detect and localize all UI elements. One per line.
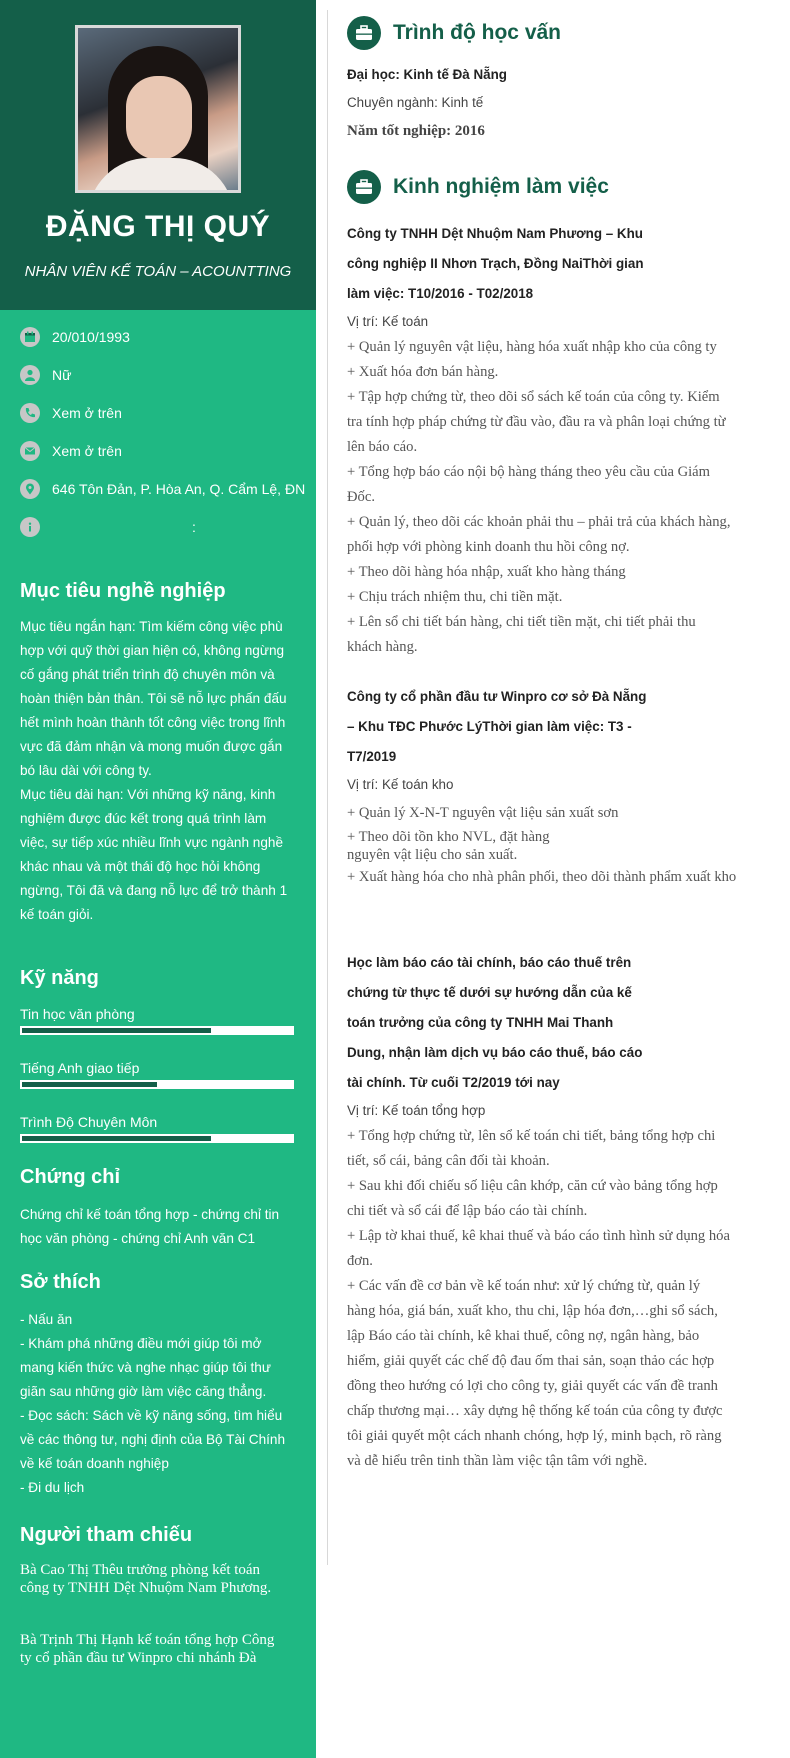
job-duty-line: hiểm, giải quyết các chế độ đau ốm thai sản, soạn thảo các hợp (347, 1353, 715, 1369)
objective-line: khác nhau và một thái độ học hỏi không (20, 859, 261, 874)
objective-line: nghiệm được đúc kết trong quá trình làm (20, 811, 267, 826)
job-position: Vị trí: Kế toán tổng hợp (347, 1103, 486, 1118)
objective-line: bó lâu dài với công ty. (20, 763, 152, 778)
job-duty-line: + Quản lý X-N-T nguyên vật liệu sản xuất sơn (347, 805, 619, 821)
hobbies-title: Sở thích (20, 1271, 101, 1293)
job-duty-line: + Xuất hàng hóa cho nhà phân phối, theo dõi thành phẩm xuất kho (347, 869, 737, 885)
certificates-title: Chứng chỉ (20, 1166, 121, 1188)
contact-email: Xem ở trên (52, 443, 122, 459)
calendar-icon (20, 327, 40, 347)
job-duty-line: + Xuất hóa đơn bán hàng. (347, 364, 499, 380)
references-section (0, 1524, 316, 1667)
hobby-line: giãn sau những giờ làm việc căng thẳng. (20, 1384, 267, 1399)
profile-photo (75, 25, 241, 193)
education-major: Chuyên ngành: Kinh tế (347, 95, 484, 110)
job-duty-line: chấp thương mại… xây dựng hệ thống kế toán của công ty được (347, 1403, 723, 1419)
job-duty-line: + Theo dõi hàng hóa nhập, xuất kho hàng tháng (347, 564, 626, 580)
certificates-section (0, 1166, 316, 1251)
contact-item-birthday (20, 318, 316, 356)
job-duty-line: hàng hóa, giá bán, xuất kho, thu chi, lập hóa đơn,…ghi sổ sách, (347, 1303, 718, 1319)
job-duty-line: đồng theo hướng có lợi cho công ty, giải quyết các vấn đề tranh (347, 1378, 718, 1394)
job-duty-line: lập Báo cáo tài chính, kê khai thuế, công nợ, ngân hàng, bảo (347, 1328, 700, 1344)
contact-list (0, 310, 316, 546)
job-duty-line: + Lên sổ chi tiết bán hàng, chi tiết tiền mặt, chi tiết phải thu (347, 614, 696, 630)
objective-line: ngừng, Tôi đã và đang nỗ lực để trở thành 1 (20, 883, 288, 898)
skills-section (0, 967, 316, 1143)
job-header-line: làm việc: T10/2016 - T02/2018 (347, 286, 534, 301)
job-duty-line: đơn. (347, 1253, 373, 1269)
job-header-line: T7/2019 (347, 749, 397, 764)
skill-bar-fill (22, 1028, 211, 1033)
job-duties (347, 804, 772, 886)
briefcase-icon (347, 170, 381, 204)
skill-bar (20, 1134, 294, 1143)
job-duty-line: tôi giải quyết một cách nhanh chóng, hợp lý, minh bạch, rõ ràng (347, 1428, 722, 1444)
main-content (347, 0, 772, 1474)
education-header (347, 15, 772, 51)
job-duty-line: + Sau khi đối chiếu số liệu cân khớp, căn cứ vào bảng tổng hợp (347, 1178, 718, 1194)
hobbies-section (0, 1271, 316, 1500)
job-position: Vị trí: Kế toán kho (347, 777, 454, 792)
email-icon (20, 441, 40, 461)
skill-item (0, 1056, 316, 1089)
job-duty-line: phối hợp với phòng kinh doanh thu hồi công nợ. (347, 539, 630, 555)
job-header-line: chứng từ thực tế dưới sự hướng dẫn của kế (347, 985, 632, 1000)
job-position: Vị trí: Kế toán (347, 314, 429, 329)
objective-title: Mục tiêu nghề nghiệp (20, 580, 226, 602)
objective-line: Mục tiêu ngắn hạn: Tìm kiếm công việc phù (20, 619, 283, 634)
phone-icon (20, 403, 40, 423)
education-title: Trình độ học vấn (393, 21, 562, 44)
job-duty-line: lên báo cáo. (347, 439, 418, 455)
job-header-line: – Khu TĐC Phước LýThời gian làm việc: T3 - (347, 719, 632, 734)
contact-item-phone (20, 394, 316, 432)
job-header-line: Dung, nhận làm dịch vụ báo cáo thuế, báo cáo (347, 1045, 643, 1060)
job-header-line: tài chính. Từ cuối T2/2019 tới nay (347, 1075, 560, 1090)
objective-line: hết mình hoàn thành tốt công việc trong lĩnh (20, 715, 286, 730)
sidebar (0, 0, 316, 1758)
job-header-line: công nghiệp II Nhơn Trạch, Đồng NaiThời gian (347, 256, 644, 271)
skill-bar (20, 1026, 294, 1035)
info-icon (20, 517, 40, 537)
hobby-line: mang kiến thức và nghe nhạc giúp tôi thư (20, 1360, 271, 1375)
job-duty-line: + Lập tờ khai thuế, kê khai thuế và báo cáo tình hình sử dụng hóa (347, 1228, 730, 1244)
job-duty-line: + Tập hợp chứng từ, theo dõi sổ sách kế toán của công ty. Kiểm (347, 389, 720, 405)
column-divider (327, 10, 328, 1565)
education-university: Đại học: Kinh tế Đà Nẵng (347, 67, 507, 82)
hobby-line: - Đọc sách: Sách về kỹ năng sống, tìm hiểu (20, 1408, 283, 1423)
briefcase-icon (347, 16, 381, 50)
job-header-line: toán trưởng của công ty TNHH Mai Thanh (347, 1015, 614, 1030)
job-duty-line: + Chịu trách nhiệm thu, chi tiền mặt. (347, 589, 563, 605)
experience-section (347, 169, 772, 1474)
contact-item-address (20, 470, 316, 508)
experience-title: Kinh nghiệm làm việc (393, 175, 609, 198)
skill-bar-fill (22, 1082, 157, 1087)
location-icon (20, 479, 40, 499)
skill-bar (20, 1080, 294, 1089)
objective-line: cố gắng phát triển trình độ chuyên môn và (20, 667, 275, 682)
certificate-line: Chứng chỉ kế toán tổng hợp - chứng chỉ tin (20, 1207, 280, 1222)
profile-header (0, 0, 316, 310)
job-entry (347, 682, 772, 886)
job-duty-line: + Các vấn đề cơ bản về kế toán như: xử lý chứng từ, quản lý (347, 1278, 701, 1294)
job-duty-line: + Quản lý nguyên vật liệu, hàng hóa xuất nhập kho của công ty (347, 339, 717, 355)
job-duty-line: Đốc. (347, 489, 375, 505)
contact-phone: Xem ở trên (52, 405, 122, 421)
contact-gender: Nữ (52, 367, 72, 383)
hobbies-text (0, 1308, 316, 1500)
profile-job-title: NHÂN VIÊN KẾ TOÁN – ACOUNTTING (24, 263, 292, 280)
job-duty-line: + Tổng hợp báo cáo nội bộ hàng tháng theo yêu cầu của Giám (347, 464, 710, 480)
education-section (347, 0, 772, 146)
contact-item-gender (20, 356, 316, 394)
job-entry (347, 948, 772, 1474)
job-duty-line: + Quản lý, theo dõi các khoản phải thu – phải trả của khách hàng, (347, 514, 731, 530)
hobby-line: về các thông tư, nghị định của Bộ Tài Chính (20, 1432, 286, 1447)
job-duty-line: + Tổng hợp chứng từ, lên sổ kế toán chi tiết, bảng tổng hợp chi (347, 1128, 716, 1144)
contact-birthday: 20/010/1993 (52, 329, 130, 345)
job-duty-line: tiết, sổ cái, bảng cân đối tài khoản. (347, 1153, 550, 1169)
user-icon (20, 365, 40, 385)
job-duty-line: tra tính hợp pháp chứng từ đầu vào, đầu ra và phân loại chứng từ (347, 414, 726, 430)
job-header-line: Công ty cổ phần đầu tư Winpro cơ sở Đà Nẵng (347, 689, 647, 704)
objective-text (0, 615, 316, 927)
skill-item (0, 1110, 316, 1143)
objective-line: kế toán giỏi. (20, 907, 94, 922)
references-title: Người tham chiếu (20, 1524, 193, 1546)
skill-label: Tiếng Anh giao tiếp (20, 1060, 140, 1076)
education-graduation: Năm tốt nghiệp: 2016 (347, 123, 485, 139)
objective-line: việc, sự tiếp xúc nhiều lĩnh vực ngành nghề (20, 835, 284, 850)
skills-title: Kỹ năng (20, 967, 99, 989)
hobby-line: về kế toán doanh nghiệp (20, 1456, 169, 1471)
hobby-line: - Đi du lịch (20, 1480, 85, 1495)
job-header-line: Công ty TNHH Dệt Nhuộm Nam Phương – Khu (347, 226, 643, 241)
objective-line: hợp với quỹ thời gian hiện có, không ngừng (20, 643, 285, 658)
objective-section (0, 580, 316, 927)
profile-name: ĐẶNG THỊ QUÝ (45, 210, 271, 243)
reference-item: Bà Trịnh Thị Hạnh kế toán tổng hợp Công ty cổ phần đầu tư Winpro chi nhánh Đà (20, 1632, 275, 1666)
job-duty-line: khách hàng. (347, 639, 418, 655)
hobby-line: - Nấu ăn (20, 1312, 73, 1327)
job-duty-line: và dễ hiểu trên tinh thần làm việc tận tâm với nghề. (347, 1453, 648, 1469)
contact-info: : (192, 519, 196, 535)
skill-bar-fill (22, 1136, 211, 1141)
contact-address: 646 Tôn Đản, P. Hòa An, Q. Cẩm Lệ, ĐN (52, 481, 306, 497)
job-duties (347, 1124, 772, 1474)
certificates-text (0, 1203, 316, 1251)
job-header-line: Học làm báo cáo tài chính, báo cáo thuế trên (347, 955, 632, 970)
job-duty-line: chi tiết và sổ cái để lập báo cáo tài chính. (347, 1203, 588, 1219)
contact-item-info (20, 508, 316, 546)
job-entry (347, 219, 772, 660)
skill-item (0, 1002, 316, 1035)
skill-label: Trình Độ Chuyên Môn (20, 1114, 158, 1130)
contact-item-email (20, 432, 316, 470)
reference-item: Bà Cao Thị Thêu trưởng phòng kết toán công ty TNHH Dệt Nhuộm Nam Phương. (20, 1562, 272, 1596)
hobby-line: - Khám phá những điều mới giúp tôi mở (20, 1336, 262, 1351)
objective-line: Mục tiêu dài hạn: Với những kỹ năng, kinh (20, 787, 276, 802)
experience-header (347, 169, 772, 205)
job-duties (347, 335, 772, 660)
skill-label: Tin học văn phòng (20, 1006, 135, 1022)
objective-line: vực đã đảm nhận và mong muốn được gắn (20, 739, 283, 754)
objective-line: hoàn thiện bản thân. Tôi sẽ nỗ lực phấn đấu (20, 691, 287, 706)
job-duty-line: + Theo dõi tồn kho NVL, đặt hàng nguyên vật liệu cho sản xuất. (347, 829, 550, 863)
certificate-line: học văn phòng - chứng chỉ Anh văn C1 (20, 1231, 256, 1246)
